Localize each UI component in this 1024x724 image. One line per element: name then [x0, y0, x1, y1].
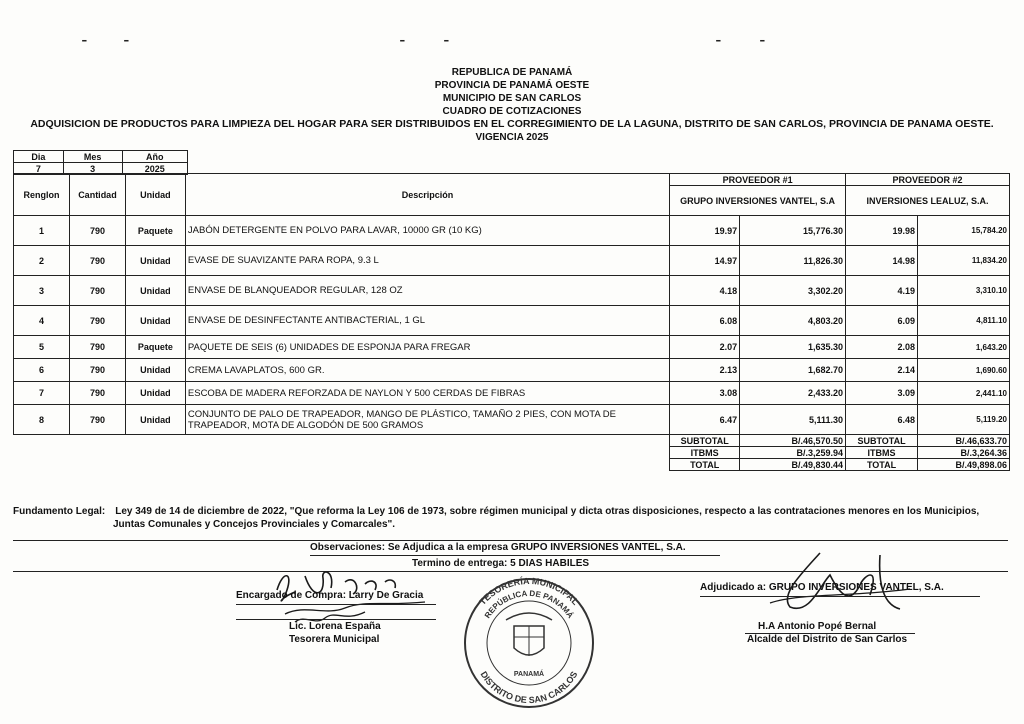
date-value-ano: 2025 — [122, 163, 187, 175]
p2-itbms: B/.3,264.36 — [918, 447, 1010, 459]
row-p1-total: 1,635.30 — [740, 336, 846, 359]
row-p1-unit-price: 2.13 — [670, 359, 740, 382]
row-p2-total: 5,119.20 — [918, 405, 1010, 435]
row-p1-unit-price: 6.47 — [670, 405, 740, 435]
legal-basis — [13, 505, 1008, 531]
document-title: ADQUISICION DE PRODUCTOS PARA LIMPIEZA DEL HOGAR PARA SER DISTRIBUIDOS EN EL CORREGIMIENTO DE LA LAGUNA, DISTRITO DE SAN CARLOS, PROVINCIA DE PANAMA OESTE. — [30, 118, 994, 130]
provider1-label: PROVEEDOR #1 — [670, 174, 846, 186]
table-row — [14, 405, 1010, 435]
row-renglon: 5 — [14, 336, 70, 359]
signature-line — [236, 604, 436, 605]
seal-center-text: PANAMÁ — [513, 671, 545, 678]
row-renglon: 6 — [14, 359, 70, 382]
row-renglon: 1 — [14, 216, 70, 246]
row-renglon: 8 — [14, 405, 70, 435]
p1-itbms-label: ITBMS — [670, 447, 740, 459]
row-p1-unit-price: 14.97 — [670, 246, 740, 276]
row-p2-total: 2,441.10 — [918, 382, 1010, 405]
row-description: JABÓN DETERGENTE EN POLVO PARA LAVAR, 10000 GR (10 KG) — [185, 216, 669, 246]
p1-subtotal-label: SUBTOTAL — [670, 435, 740, 447]
row-unidad: Unidad — [125, 359, 185, 382]
p1-total: B/.49,830.44 — [740, 459, 846, 471]
row-p2-total: 1,690.60 — [918, 359, 1010, 382]
provider2-label: PROVEEDOR #2 — [846, 174, 1010, 186]
tesorera-name: Lic. Lorena España — [289, 621, 381, 632]
row-p2-unit-price: 2.08 — [846, 336, 918, 359]
signature-line — [700, 596, 980, 597]
row-p1-total: 2,433.20 — [740, 382, 846, 405]
header-cuadro: CUADRO DE COTIZACIONES — [442, 106, 582, 117]
alcalde-name: H.A Antonio Popé Bernal — [758, 621, 877, 632]
p1-subtotal: B/.46,570.50 — [740, 435, 846, 447]
p2-subtotal-label: SUBTOTAL — [846, 435, 918, 447]
row-unidad: Unidad — [125, 405, 185, 435]
row-p2-unit-price: 19.98 — [846, 216, 918, 246]
row-p1-unit-price: 6.08 — [670, 306, 740, 336]
row-p2-total: 11,834.20 — [918, 246, 1010, 276]
row-unidad: Unidad — [125, 382, 185, 405]
adjudicado: Adjudicado a: GRUPO INVERSIONES VANTEL, S.A. — [700, 582, 944, 593]
row-p2-unit-price: 2.14 — [846, 359, 918, 382]
provider2-name: INVERSIONES LEALUZ, S.A. — [846, 186, 1010, 216]
encargado-compra: Encargado de Compra: Larry De Gracia — [236, 590, 424, 601]
row-unidad: Unidad — [125, 276, 185, 306]
row-description: CONJUNTO DE PALO DE TRAPEADOR, MANGO DE PLÁSTICO, TAMAÑO 2 PIES, CON MOTA DE TRAPEADOR, MOTA DE ALGODÓN DE 500 GRAMOS — [185, 405, 669, 435]
row-p2-total: 4,811.10 — [918, 306, 1010, 336]
signature-line — [236, 619, 436, 620]
legal-text: Ley 349 de 14 de diciembre de 2022, "Que reforma la Ley 106 de 1973, sobre régimen municipal y dicta otras disposiciones, respecto a las contrataciones menores en los Municipios, Juntas Comunales y Concejos Provinciales y Comarcales". — [113, 506, 980, 530]
row-description: ESCOBA DE MADERA REFORZADA DE NAYLON Y 500 CERDAS DE FIBRAS — [185, 382, 669, 405]
signature-alcalde — [760, 545, 920, 625]
row-cantidad: 790 — [69, 382, 125, 405]
date-label-mes: Mes — [63, 151, 122, 163]
row-description: EVASE DE SUAVIZANTE PARA ROPA, 9.3 L — [185, 246, 669, 276]
row-description: PAQUETE DE SEIS (6) UNIDADES DE ESPONJA PARA FREGAR — [185, 336, 669, 359]
divider — [310, 555, 720, 556]
table-row — [14, 306, 1010, 336]
seal-top-text: REPÚBLICA DE PANAMÁ — [482, 588, 576, 620]
p2-itbms-label: ITBMS — [846, 447, 918, 459]
row-p1-total: 4,803.20 — [740, 306, 846, 336]
table-row — [14, 382, 1010, 405]
seal-outer-text: TESORERÍA MUNICIPAL — [477, 576, 581, 607]
table-body — [14, 216, 1010, 435]
row-cantidad: 790 — [69, 276, 125, 306]
tesorera-title: Tesorera Municipal — [289, 634, 380, 645]
row-renglon: 4 — [14, 306, 70, 336]
vigencia: VIGENCIA 2025 — [475, 132, 549, 143]
row-p1-unit-price: 3.08 — [670, 382, 740, 405]
row-unidad: Paquete — [125, 336, 185, 359]
row-cantidad: 790 — [69, 336, 125, 359]
col-header-descripcion: Descripción — [185, 174, 669, 216]
row-description: ENVASE DE BLANQUEADOR REGULAR, 128 OZ — [185, 276, 669, 306]
col-header-unidad: Unidad — [125, 174, 185, 216]
p1-total-label: TOTAL — [670, 459, 740, 471]
p2-subtotal: B/.46,633.70 — [918, 435, 1010, 447]
row-p1-total: 15,776.30 — [740, 216, 846, 246]
totals-spacer — [14, 435, 670, 471]
row-p1-total: 3,302.20 — [740, 276, 846, 306]
row-p1-total: 5,111.30 — [740, 405, 846, 435]
row-renglon: 2 — [14, 246, 70, 276]
col-header-cantidad: Cantidad — [69, 174, 125, 216]
row-p2-total: 1,643.20 — [918, 336, 1010, 359]
row-description: CREMA LAVAPLATOS, 600 GR. — [185, 359, 669, 382]
p1-itbms: B/.3,259.94 — [740, 447, 846, 459]
header-municipio: MUNICIPIO DE SAN CARLOS — [442, 93, 582, 104]
row-unidad: Unidad — [125, 306, 185, 336]
row-p1-total: 11,826.30 — [740, 246, 846, 276]
row-p2-total: 3,310.10 — [918, 276, 1010, 306]
legal-label: Fundamento Legal: — [13, 506, 106, 517]
row-p1-unit-price: 4.18 — [670, 276, 740, 306]
row-cantidad: 790 — [69, 359, 125, 382]
row-p2-unit-price: 14.98 — [846, 246, 918, 276]
header-republica: REPUBLICA DE PANAMÁ — [451, 67, 573, 78]
observaciones: Observaciones: Se Adjudica a la empresa GRUPO INVERSIONES VANTEL, S.A. — [310, 542, 686, 553]
divider — [13, 540, 1008, 541]
date-value-dia: 7 — [14, 163, 64, 175]
alcalde-title: Alcalde del Distrito de San Carlos — [747, 634, 908, 645]
table-row — [14, 336, 1010, 359]
table-row — [14, 276, 1010, 306]
provider1-name: GRUPO INVERSIONES VANTEL, S.A — [670, 186, 846, 216]
quotation-table — [13, 173, 1010, 471]
row-p2-unit-price: 3.09 — [846, 382, 918, 405]
row-cantidad: 790 — [69, 246, 125, 276]
row-p1-unit-price: 19.97 — [670, 216, 740, 246]
seal-bottom-text: DISTRITO DE SAN CARLOS — [478, 669, 580, 706]
header-provincia: PROVINCIA DE PANAMÁ OESTE — [434, 80, 590, 91]
row-renglon: 7 — [14, 382, 70, 405]
row-p2-total: 15,784.20 — [918, 216, 1010, 246]
row-p2-unit-price: 6.09 — [846, 306, 918, 336]
col-header-renglon: Renglon — [14, 174, 70, 216]
date-value-mes: 3 — [63, 163, 122, 175]
table-row — [14, 216, 1010, 246]
table-row — [14, 359, 1010, 382]
date-table — [13, 150, 188, 175]
row-renglon: 3 — [14, 276, 70, 306]
p2-total-label: TOTAL — [846, 459, 918, 471]
table-row — [14, 246, 1010, 276]
row-cantidad: 790 — [69, 405, 125, 435]
row-p1-total: 1,682.70 — [740, 359, 846, 382]
row-cantidad: 790 — [69, 306, 125, 336]
row-cantidad: 790 — [69, 216, 125, 246]
termino-entrega: Termino de entrega: 5 DIAS HABILES — [412, 558, 590, 569]
date-label-ano: Año — [122, 151, 187, 163]
row-p1-unit-price: 2.07 — [670, 336, 740, 359]
row-unidad: Paquete — [125, 216, 185, 246]
row-unidad: Unidad — [125, 246, 185, 276]
row-p2-unit-price: 4.19 — [846, 276, 918, 306]
p2-total: B/.49,898.06 — [918, 459, 1010, 471]
coat-of-arms-icon — [506, 613, 552, 656]
row-p2-unit-price: 6.48 — [846, 405, 918, 435]
row-description: ENVASE DE DESINFECTANTE ANTIBACTERIAL, 1 GL — [185, 306, 669, 336]
municipal-seal — [462, 576, 596, 710]
date-label-dia: Dia — [14, 151, 64, 163]
